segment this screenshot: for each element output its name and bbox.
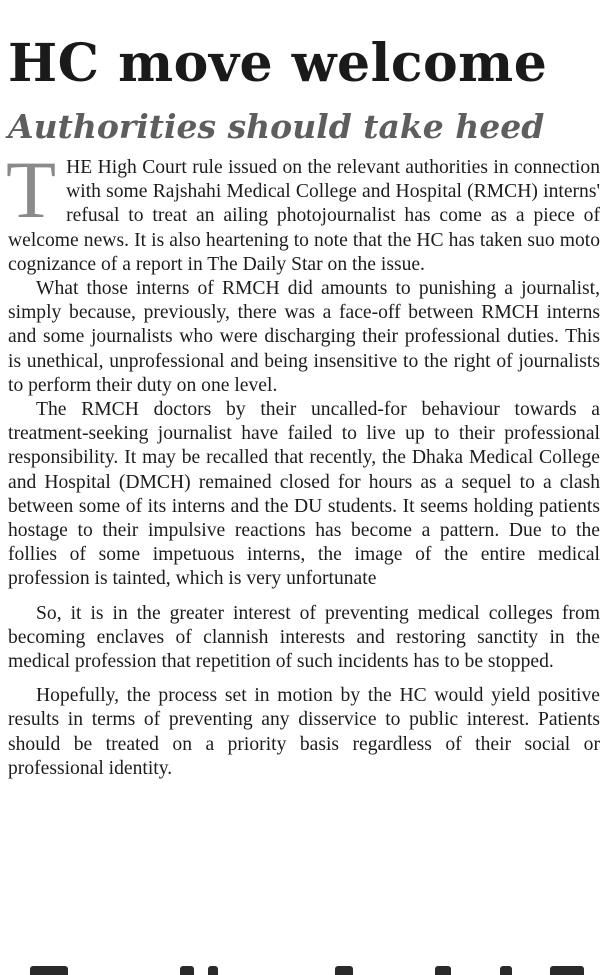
glyph-fragment bbox=[335, 966, 353, 975]
paragraph-3: The RMCH doctors by their uncalled-for behaviour towards a treatment-seeking journalist have failed to live up to their professional responsibility. It may be recalled that recently, the Dhaka Medical College and Hospital (DMCH) remained closed for hours as a sequel to a clash between some of its interns and the DU students. It seems holding patients hostage to their impulsive reactions has become a pattern. Due to the follies of some impetuous interns, the image of the entire medical profession is tainted, which is very unfortunate bbox=[8, 399, 600, 590]
headline: HC move welcome bbox=[8, 33, 548, 94]
cropped-next-headline bbox=[30, 962, 590, 975]
paragraph-2: What those interns of RMCH did amounts to punishing a journalist, simply because, previously, there was a face-off between RMCH interns and some journalists who were discharging their professional duties. This is unethical, unprofessional and being insensitive to the right of journalists to perform their duty on one level. bbox=[8, 278, 600, 396]
paragraph-4: So, it is in the greater interest of preventing medical colleges from becoming enclaves of clannish interests and restoring sanctity in the medical profession that repetition of such incidents has to be stopped. bbox=[8, 602, 600, 673]
article-body bbox=[6, 144, 600, 781]
paragraph-1 bbox=[6, 144, 600, 277]
glyph-fragment bbox=[208, 966, 218, 975]
glyph-fragment bbox=[550, 966, 584, 975]
paragraph-5: Hopefully, the process set in motion by the HC would yield positive results in terms of preventing any disservice to public interest. Patients should be treated on a priority basis regardless of their social or professional identity. bbox=[8, 685, 600, 779]
glyph-fragment bbox=[435, 966, 451, 975]
paragraph-1-text: HE High Court rule issued on the relevant authorities in connection with some Rajshahi Medical College and Hospital (RMCH) interns' refusal to treat an ailing photojournalist has come as a piece of welcome news. It is also heartening to note that the HC has taken suo moto cognizance of a report in The Daily Star on the issue. bbox=[8, 157, 600, 275]
glyph-fragment bbox=[180, 966, 194, 975]
drop-cap: T bbox=[6, 144, 57, 235]
editorial-article bbox=[8, 0, 600, 781]
glyph-fragment bbox=[500, 966, 512, 975]
glyph-fragment bbox=[30, 966, 68, 975]
subheadline: Authorities should take heed bbox=[8, 107, 545, 146]
